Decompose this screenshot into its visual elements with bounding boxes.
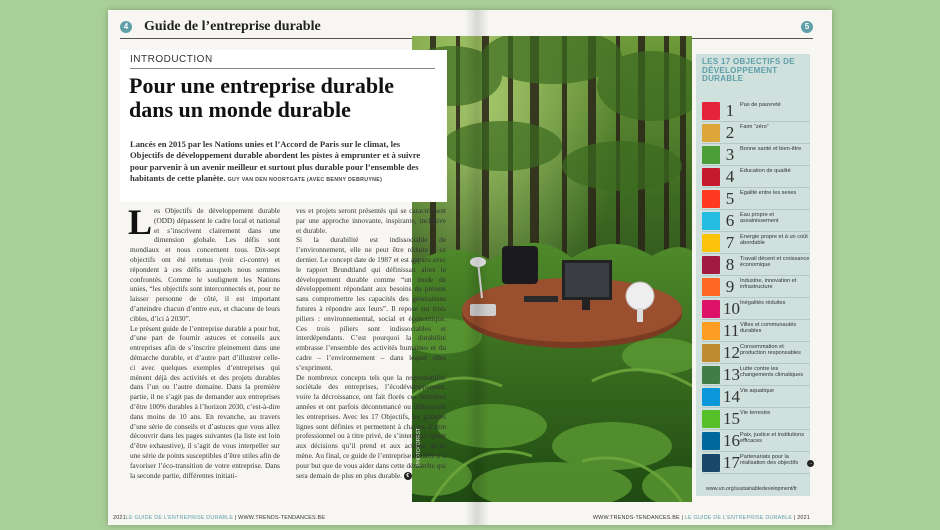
footer-right-publication: LE GUIDE DE L’ENTREPRISE DURABLE xyxy=(684,515,793,521)
sdg-goal-number: 14 xyxy=(723,387,740,406)
sdg-item xyxy=(702,276,810,298)
sdg-url: www.un.org/sustainabledevelopment/fr xyxy=(706,486,797,492)
magazine-spread xyxy=(108,10,832,525)
sdg-item xyxy=(702,100,810,122)
sdg-goal-icon xyxy=(702,344,720,362)
body-column-2 xyxy=(296,206,446,480)
lede-text: Lancés en 2015 par les Nations unies et l’Accord de Paris sur le climat, les Objectifs de développement durable abordent les pistes à emprunter et à suivre pour parvenir à un avenir meilleur et surtout plus durable pour l’ensemble des habitants de cette planète. xyxy=(130,139,421,184)
sdg-goal-number: 12 xyxy=(723,343,740,362)
sdg-goal-icon xyxy=(702,410,720,428)
sdg-goal-icon xyxy=(702,146,720,164)
sdg-goal-icon xyxy=(702,278,720,296)
sdg-sidebar-title: LES 17 OBJECTIFS DE DÉVELOPPEMENT DURABLE xyxy=(702,57,795,84)
sdg-goal-icon xyxy=(702,366,720,384)
drop-cap: L xyxy=(128,202,153,242)
sdg-goal-label: Lutte contre les changements climatiques xyxy=(740,366,804,379)
footer-left-publication: LE GUIDE DE L’ENTREPRISE DURABLE xyxy=(125,515,234,521)
sdg-goal-number: 17 xyxy=(723,453,740,472)
footer-left-year: 2021 xyxy=(113,515,126,521)
page-number-right: 5 xyxy=(801,21,813,33)
sdg-item xyxy=(702,298,810,320)
sdg-goal-number: 13 xyxy=(723,365,740,384)
sdg-goal-label: Villes et communautés durables xyxy=(740,322,797,335)
paragraph-1 xyxy=(128,202,280,324)
sdg-goal-icon xyxy=(702,102,720,120)
sdg-item xyxy=(702,320,810,342)
body-column-1 xyxy=(128,202,280,480)
sdg-goal-label: Inégalités réduites xyxy=(740,300,786,306)
sdg-item xyxy=(702,408,810,430)
sdg-goal-label: Consommation et production responsables xyxy=(740,344,801,357)
sdg-item xyxy=(702,452,813,474)
sdg-goal-label: Eau propre et assainissement xyxy=(740,212,779,225)
sdg-goal-icon xyxy=(702,168,720,186)
sdg-goal-icon xyxy=(702,322,720,340)
arrow-right-icon: → xyxy=(808,460,813,466)
sdg-goal-label: Vie aquatique xyxy=(740,388,775,394)
article-headline: Pour une entreprise durable dans un monde durable xyxy=(129,73,395,122)
sdg-goal-number: 15 xyxy=(723,409,740,428)
sdg-goal-icon xyxy=(702,256,720,274)
sdg-goal-number: 6 xyxy=(725,211,735,230)
sdg-item xyxy=(702,122,810,144)
sdg-goal-icon xyxy=(702,388,720,406)
article-kicker: INTRODUCTION xyxy=(130,54,213,65)
sdg-goal-number: 5 xyxy=(725,189,735,208)
sdg-goal-label: Egalité entre les sexes xyxy=(740,190,797,196)
sdg-item xyxy=(702,254,810,276)
byline: GUY VAN DEN NOORTGATE (AVEC BENNY DEBRUYNE) xyxy=(227,177,383,184)
paragraph-1-text: es Objectifs de développement durable (ODD) dépassent le cadre local et national et s’inscrivent clairement dans une dimension globale. Les défis sont mondiaux et nous concernent tous. Dix-sept objectifs ont été retenus (voir ci-contre) et répondent à ces défis auxquels nous sommes confrontés. Comme le soulignent les Nations unies, “les objectifs sont interconnectés et, pour ne laisser personne de côté, il est important d’atteindre chacun d’entre eux, et chacune de leurs cibles, d’ici à 2030”. xyxy=(130,206,280,323)
page-number-left: 4 xyxy=(120,21,132,33)
sdg-goal-label: Pas de pauvreté xyxy=(740,102,781,108)
sdg-goal-number: 16 xyxy=(723,431,740,450)
sdg-goal-number: 1 xyxy=(725,101,735,120)
sdg-goal-icon xyxy=(702,454,720,472)
footer-left xyxy=(113,515,325,521)
sdg-goal-icon xyxy=(702,432,720,450)
sdg-goal-label: Faim “zéro” xyxy=(740,124,769,130)
sdg-item xyxy=(702,364,810,386)
sdg-goal-label: Energie propre et à un coût abordable xyxy=(740,234,808,247)
sdg-item xyxy=(702,144,810,166)
sdg-goal-number: 7 xyxy=(725,233,735,252)
sdg-item xyxy=(702,342,810,364)
section-title: Guide de l’entreprise durable xyxy=(144,19,321,34)
sdg-goal-label: Vie terrestre xyxy=(740,410,771,416)
sdg-goal-number: 10 xyxy=(723,299,740,318)
footer-right-url: WWW.TRENDS-TENDANCES.BE | xyxy=(592,515,685,521)
sdg-goal-label: Bonne santé et bien-être xyxy=(740,146,802,152)
sdg-goal-label: Paix, justice et institutions efficaces xyxy=(740,432,805,445)
sdg-goal-number: 11 xyxy=(723,321,740,340)
article-title-box xyxy=(120,50,447,202)
sdg-item xyxy=(702,430,810,452)
sdg-goal-label: Industrie, innovation et infrastructure xyxy=(740,278,797,291)
footer-left-url: | WWW.TRENDS-TENDANCES.BE xyxy=(233,515,326,521)
sdg-sidebar xyxy=(696,54,813,496)
forest-photo xyxy=(412,36,692,502)
sdg-item xyxy=(702,210,810,232)
paragraph-5 xyxy=(296,373,446,481)
sdg-goal-label: Travail décent et croissance économique xyxy=(740,256,810,269)
sdg-goal-number: 9 xyxy=(725,277,735,296)
footer-right-year: | 2021 xyxy=(792,515,810,521)
photo-credit: PHOTOFOREST xyxy=(415,428,422,466)
sdg-item xyxy=(702,232,810,254)
sdg-item xyxy=(702,386,810,408)
sdg-goal-icon xyxy=(702,124,720,142)
sdg-item xyxy=(702,188,810,210)
paragraph-4: Si la durabilité est indissociable de l’environnement, elle ne peut être réduite à ce dernier. Le concept date de 1987 et est apparu avec le rapport Brundtland qui définissait alors le développement durable comme “un mode de développement répondant aux besoins du présent sans compromettre les capacités des générations futures à répondre aux leurs”. Il repose sur trois piliers : environnemental, social et économique. Ces trois piliers sont indissociables et interdépendants. C’est pourquoi la durabilité embrasse l’ensemble des activités humaines et du cadre – l’environnement – dans lequel elles s’expriment. xyxy=(296,235,446,372)
sdg-goal-icon xyxy=(702,234,720,252)
sdg-goal-icon xyxy=(702,300,720,318)
article-lede xyxy=(130,139,426,185)
footer-right xyxy=(593,515,810,521)
sdg-goal-icon xyxy=(702,190,720,208)
paragraph-2: Le présent guide de l’entreprise durable a pour but, d’une part de fournir astuces et conseils aux entreprises afin de s’inscrire pleinement dans une démarche durable, et d’autre part d’illustrer celle-ci avec quelques exemples d’entreprises qui mènent déjà des activités et des projets durables dans l’un ou l’autre domaine. Dans la première partie, il ne s’agit pas de demander aux entreprises d’être 100% durables à l’horizon 2030, c’est-à-dire dans moins de 10 ans. En revanche, au travers d’une série de conseils et d’astuces que vous allez découvrir dans les pages suivantes (la liste est loin d’être exhaustive), il s’agit de vous interpeller sur une série de points susceptibles d’être utiles afin de favoriser l’éco-transition de votre entreprise. Dans la seconde partie, différentes initiati- xyxy=(130,323,280,480)
sdg-goal-number: 8 xyxy=(725,255,735,274)
sdg-goal-label: Partenariats pour la réalisation des objectifs xyxy=(740,454,799,467)
kicker-rule xyxy=(130,68,435,69)
sdg-goal-icon xyxy=(702,212,720,230)
paragraph-5-text: De nombreux concepts tels que la responsabilité sociétale des entreprises, l’écodéveloppement, voire la décroissance, ont fait florès ces dernières années et ont parfois décontenancé ou déboussolé les entreprises. Avec les 17 Objectifs, les grandes lignes sont définies et permettent à chacun, à titre professionnel ou à titre privé, de s’interroger quant aux décisions qu’il prend et aux actions qu’ils mène. Au final, ce guide de l’entreprise durable n’a pour but que de vous aider dans cette démarche qui sera demain de plus en plus durable. xyxy=(296,372,446,480)
paragraph-3: ves et projets seront présentés qui se caractérisent par une approche innovante, inspirante, inclusive et durable. xyxy=(296,206,446,235)
running-header-left xyxy=(120,18,445,39)
sdg-goal-number: 4 xyxy=(725,167,735,186)
end-mark-icon: € xyxy=(404,472,412,480)
sdg-goal-label: Education de qualité xyxy=(740,168,791,174)
sdg-list xyxy=(702,100,813,474)
sdg-goal-number: 2 xyxy=(725,123,735,142)
sdg-goal-number: 3 xyxy=(725,145,735,164)
sdg-item xyxy=(702,166,810,188)
